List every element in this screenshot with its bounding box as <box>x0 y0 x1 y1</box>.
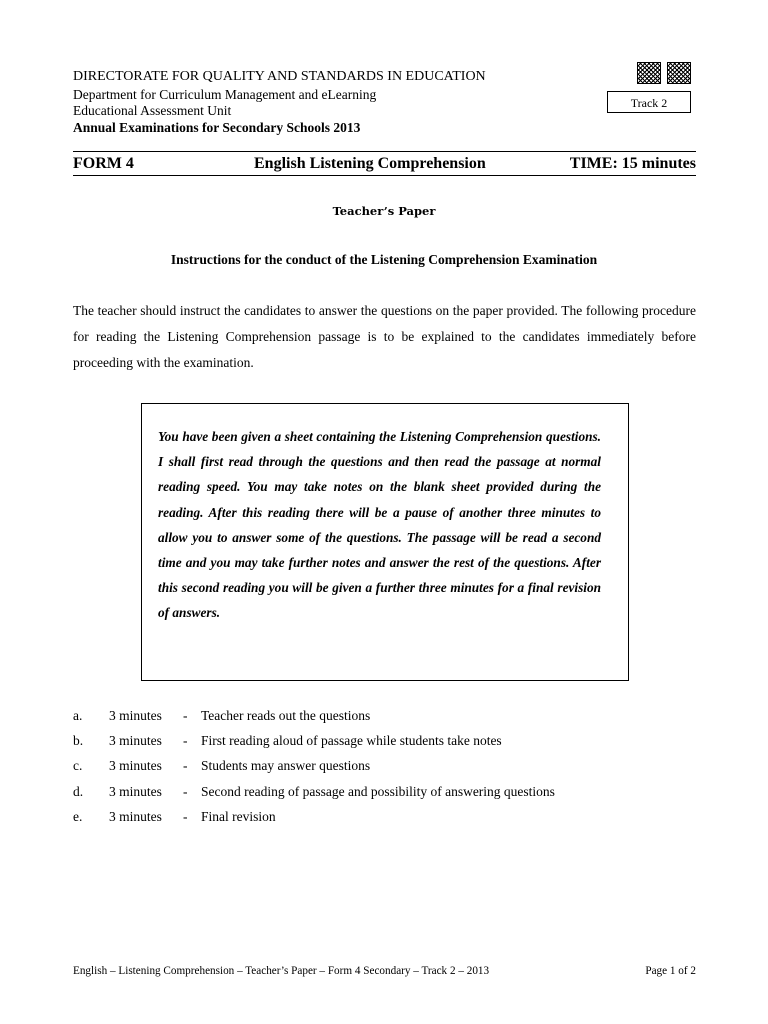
step-letter: d. <box>73 783 84 799</box>
list-item <box>73 804 696 829</box>
step-description: Final revision <box>201 808 276 824</box>
step-description: Students may answer questions <box>201 758 371 774</box>
list-item <box>73 779 696 804</box>
teachers-paper-heading: Teacher’s Paper <box>332 204 436 218</box>
step-duration: 3 minutes <box>109 733 162 749</box>
bottom-rule <box>73 175 696 176</box>
list-item <box>73 753 696 778</box>
subject-title: English Listening Comprehension <box>254 155 486 172</box>
department-line: Department for Curriculum Management and eLearning <box>73 87 377 102</box>
track-badge: Track 2 <box>607 91 691 113</box>
top-rule <box>73 151 696 152</box>
step-dash: - <box>183 708 188 723</box>
list-item <box>73 728 696 753</box>
footer-text: English – Listening Comprehension – Teacher’s Paper – Form 4 Secondary – Track 2 – 2013 <box>73 965 490 977</box>
exam-line: Annual Examinations for Secondary Schools 2013 <box>73 120 361 135</box>
step-dash: - <box>183 783 188 799</box>
list-item <box>73 703 696 728</box>
procedure-list <box>73 703 696 829</box>
barcode-icon <box>637 62 661 84</box>
time-label: TIME: 15 minutes <box>569 155 696 172</box>
barcode-icon <box>667 62 691 84</box>
step-duration: 3 minutes <box>109 708 162 723</box>
page-number: Page 1 of 2 <box>645 965 696 977</box>
step-letter: c. <box>73 758 83 774</box>
step-letter: b. <box>73 733 84 749</box>
instruction-box-text: You have been given a sheet containing the Listening Comprehension questions. I shall first read through the questions and then read the passage at normal reading speed. You may take notes on the blank sheet provided during the reading. After this reading there will be a pause of another three minutes to allow you to answer some of the questions. The passage will be read a second time and you may take further notes and answer the rest of the questions. After this second reading you will be given a further three minutes for a final revision of answers. <box>158 429 601 621</box>
step-dash: - <box>183 758 188 774</box>
step-letter: a. <box>73 708 83 723</box>
step-description: Teacher reads out the questions <box>201 708 371 723</box>
unit-line: Educational Assessment Unit <box>73 103 232 118</box>
step-duration: 3 minutes <box>109 808 162 824</box>
instructions-heading: Instructions for the conduct of the Listening Comprehension Examination <box>170 252 598 267</box>
form-label: FORM 4 <box>73 155 134 172</box>
step-duration: 3 minutes <box>109 783 162 799</box>
step-dash: - <box>183 733 188 749</box>
step-letter: e. <box>73 808 83 824</box>
step-description: First reading aloud of passage while students take notes <box>201 733 502 749</box>
step-dash: - <box>183 808 188 824</box>
intro-paragraph: The teacher should instruct the candidates to answer the questions on the paper provided. The following procedure for reading the Listening Comprehension passage is to be explained to the candidates immediately before proceeding with the examination. <box>73 303 696 370</box>
step-description: Second reading of passage and possibility of answering questions <box>201 783 555 799</box>
directorate-line: DIRECTORATE FOR QUALITY AND STANDARDS IN EDUCATION <box>73 69 486 84</box>
step-duration: 3 minutes <box>109 758 162 774</box>
